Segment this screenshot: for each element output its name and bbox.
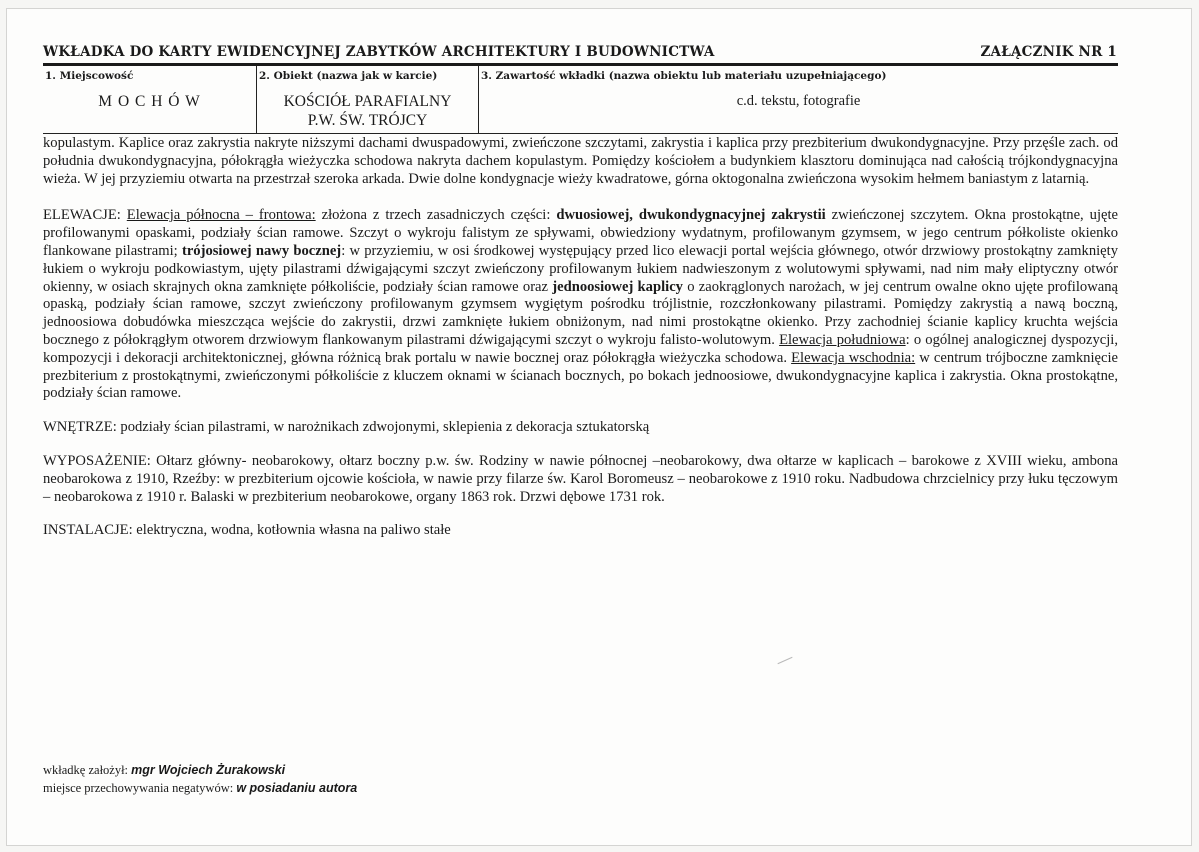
text: złożona z trzech zasadniczych części: bbox=[315, 207, 557, 224]
storage-label: miejsce przechowywania negatywów: bbox=[43, 781, 237, 795]
text: zwieńczonej szczytem. Okna prostokątne, ujęte profilowanymi opaskami, podziały ścian ramowe. Szczyt o wykroju falistym ze spływami, obwiedziony wydatnym, profilowanym gzymsem, w jego centrum półkoliste okienko flankowane pilastrami; bbox=[43, 207, 1119, 259]
field-value: c.d. tekstu, fotografie bbox=[736, 93, 861, 109]
attachment-number: ZAŁĄCZNIK NR 1 bbox=[980, 44, 1117, 60]
field-label: 1. Miejscowość bbox=[45, 70, 134, 82]
document-title: WKŁADKA DO KARTY EWIDENCYJNEJ ZABYTKÓW ARCHITEKTURY I BUDOWNICTWA bbox=[43, 44, 715, 60]
text: w centrum trójboczne zamknięcie prezbiterium z prostokątnymi, zwieńczonymi półkoliście z kluczem oknami w ścianach bocznych, po bokach jednoosiowe, dwukondygnacyjne kaplica i zakrystia. Okna prostokątne, podziały ścian ramowe. bbox=[43, 349, 1119, 402]
furnishings-paragraph: WYPOSAŻENIE: Ołtarz główny- neobarokowy, ołtarz boczny p.w. św. Rodziny w nawie północnej –neobarokowy, dwa ołtarze w kaplicach – barokowe z XVIII wieku, ambona neobarokowa z 1910, Rzeźby: w prezbiterium ojcowie kościoła, w nawie przy filarze św. Karol Boromeusz – neobarokowe z 1910 roku. Nadbudowa chrzcielnicy przy łuku tęczowym – neobarokowa z 1910 r. Balaski w prezbiterium neobarokowe, organy 1863 rok. Drzwi dębowe 1731 rok. bbox=[43, 452, 1118, 505]
heading-east-elevation: Elewacja wschodnia: bbox=[791, 349, 916, 366]
author-name: mgr Wojciech Żurakowski bbox=[131, 763, 286, 777]
bold-sacristy: dwuosiowej, dwukondygnacyjnej zakrystii bbox=[556, 207, 826, 224]
field-value: KOŚCIÓŁ PARAFIALNY bbox=[283, 93, 452, 110]
bold-chapel: jednoosiowej kaplicy bbox=[552, 278, 683, 295]
installations-paragraph: INSTALACJE: elektryczna, wodna, kotłownia własna na paliwo stałe bbox=[43, 522, 451, 539]
field-value: M O C H Ó W bbox=[98, 93, 201, 110]
fields-rule bbox=[43, 133, 1118, 134]
text: : w przyziemiu, w osi środkowej występujący przed lico elewacji portal wejścia głównego, otwór drzwiowy prostokątny zamknięty łukiem o wykroju podkowiastym, ujęty pilastrami dźwigającymi szczyt zwieńczony profilowanym łukiem nadwieszonym z wolutowymi spływami, nad nim mały eliptyczny otwór okienny, w osiach skrajnych okna zamknięte półkoliście, podziały ścian ramowe oraz bbox=[43, 242, 1118, 295]
text: o zaokrąglonych narożach, w jej centrum owalne okno ujęte profilowaną opaską, podziały ścian ramowe, szczyt zwieńczony profilowanym gzymsem wygiętym pośrodku trójlistnie, rozczłonkowany pilastrami. Pomiędzy zakrystią a nawą boczną, jednoosiowa dobudówka mieszcząca wejście do zakrystii, drzwi zamknięte łukiem obniżonym, nad nimi prostokątne okienko. Przy zachodniej ścianie kaplicy kruchta wejścia bocznego z półokrągłym otworem drzwiowym flankowanym pilastrami dźwigającymi szczyt o wykroju falisto-wolutowym. bbox=[43, 278, 1118, 348]
author-label: wkładkę założył: bbox=[43, 763, 132, 777]
field-object bbox=[257, 66, 479, 133]
author-line bbox=[43, 761, 357, 779]
heading-north-elevation: Elewacja północna – frontowa: bbox=[126, 207, 316, 224]
document-header bbox=[43, 44, 1117, 60]
field-value-line2: P.W. ŚW. TRÓJCY bbox=[307, 112, 428, 129]
field-contents bbox=[479, 66, 1118, 133]
interior-paragraph: WNĘTRZE: podziały ścian pilastrami, w narożnikach zdwojonymi, sklepienia z dekoracja sztukatorską bbox=[43, 419, 650, 436]
text: ELEWACJE: bbox=[43, 207, 127, 224]
field-label: 2. Obiekt (nazwa jak w karcie) bbox=[259, 70, 438, 82]
fields-row bbox=[43, 66, 1118, 133]
storage-value: w posiadaniu autora bbox=[236, 781, 358, 795]
field-locality bbox=[43, 66, 257, 133]
document-body bbox=[43, 135, 1118, 556]
storage-line bbox=[43, 779, 357, 797]
bold-side-nave: trójosiowej nawy bocznej bbox=[181, 242, 342, 259]
field-label: 3. Zawartość wkładki (nazwa obiektu lub materiału uzupełniającego) bbox=[481, 70, 887, 82]
intro-paragraph: kopulastym. Kaplice oraz zakrystia nakryte niższymi dachami dwuspadowymi, zwieńczone szczytami, zakrystia i kaplica przy prezbiterium dwukondygnacyjne. Przy przęśle zach. od południa dwukondygnacyjna, półokrągła wieżyczka schodowa nakryta dachem kopulastym. Pomiędzy kościołem a budynkiem klasztoru dominująca nad całością trójkondygnacyjna wieża. W jej przyziemiu otwarta na przestrzał szeroka arkada. Dwie dolne kondygnacje wieży kwadratowe, górna oktogonalna zwieńczona wysokim hełmem baniastym z latarnią. bbox=[43, 135, 1118, 187]
elevations-paragraph bbox=[43, 207, 1118, 403]
document-footer bbox=[43, 761, 357, 797]
text: : o ogólnej analogicznej dyspozycji, kompozycji i dekoracji architektonicznej, główna różnicą brak portalu w nawie bocznej oraz półokrągła wieżyczka schodowa. bbox=[43, 331, 1118, 366]
heading-south-elevation: Elewacja południowa bbox=[779, 331, 906, 348]
